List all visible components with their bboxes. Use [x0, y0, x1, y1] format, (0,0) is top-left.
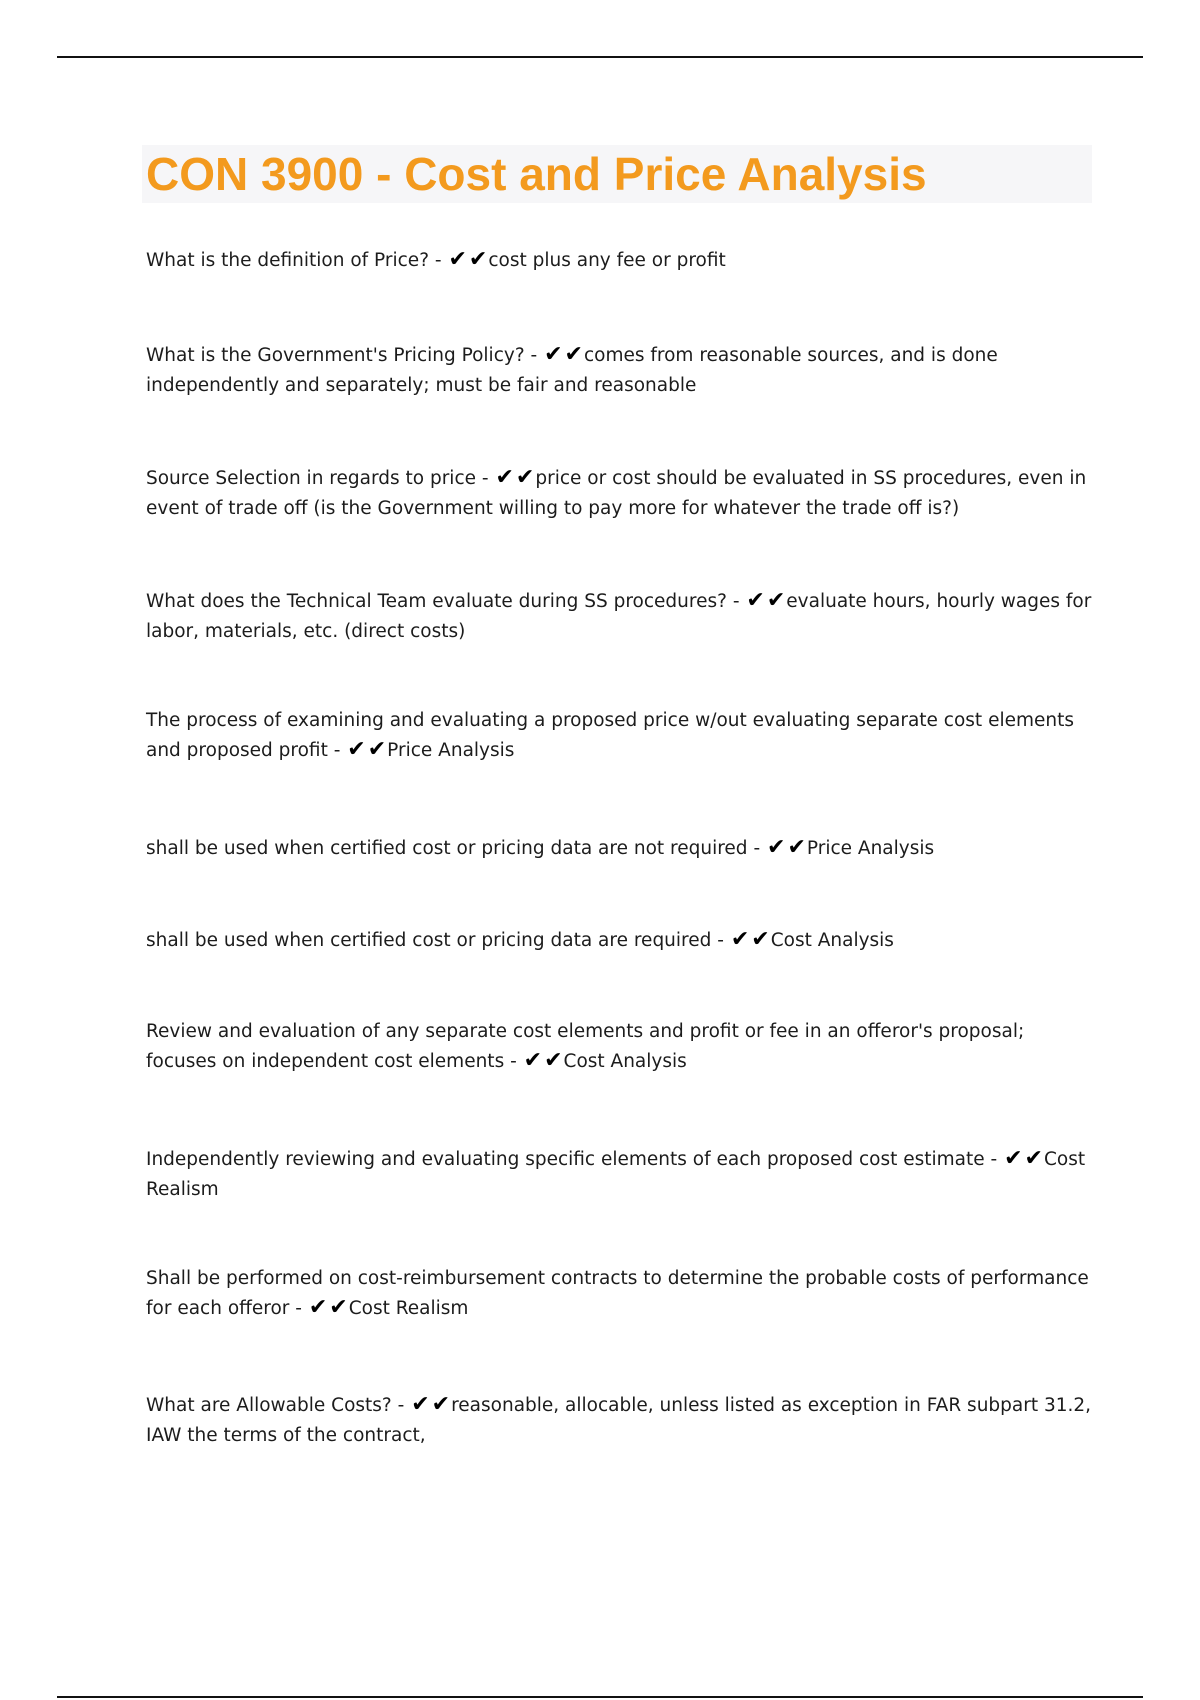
qa-entry-3	[146, 464, 1096, 524]
question: What does the Technical Team evaluate during SS procedures?	[146, 591, 727, 612]
check-icon: ✔	[367, 737, 387, 762]
document-title: CON 3900 - Cost and Price Analysis	[146, 148, 927, 200]
answer: comes from reasonable sources, and is done independently and separately; must be fair and reasonable	[146, 345, 998, 396]
answer: Cost Analysis	[563, 1051, 687, 1072]
question: The process of examining and evaluating a proposed price w/out evaluating separate cost elements and proposed profit	[146, 710, 1074, 761]
check-icon: ✔	[1004, 1146, 1023, 1171]
bottom-rule	[57, 1696, 1143, 1698]
check-icon: ✔	[523, 1048, 543, 1073]
answer: price or cost should be evaluated in SS procedures, even in event of trade off (is the Government willing to pay more for whatever the trade off is?)	[146, 468, 1087, 519]
answer: Price Analysis	[387, 740, 515, 761]
check-icon: ✔	[767, 835, 786, 860]
check-icon: ✔	[766, 588, 786, 613]
separator: -	[530, 345, 538, 366]
check-icon: ✔	[468, 247, 488, 272]
qa-entry-5	[146, 706, 1096, 766]
check-icon: ✔	[495, 465, 514, 490]
check-icon: ✔	[347, 737, 366, 762]
check-icon: ✔	[411, 1392, 430, 1417]
qa-entry-4	[146, 587, 1096, 647]
check-icon: ✔	[544, 1048, 563, 1073]
check-icon: ✔	[746, 588, 765, 613]
separator: -	[510, 1051, 517, 1072]
question: What is the definition of Price?	[146, 250, 430, 271]
question: Independently reviewing and evaluating specific elements of each proposed cost estimate	[146, 1149, 985, 1170]
check-icon: ✔	[564, 342, 583, 367]
check-icon: ✔	[515, 465, 535, 490]
qa-entry-11	[146, 1391, 1096, 1451]
qa-entry-9	[146, 1145, 1096, 1205]
separator: -	[333, 740, 341, 761]
answer: evaluate hours, hourly wages for labor, materials, etc. (direct costs)	[146, 591, 1092, 642]
check-icon: ✔	[1024, 1146, 1043, 1171]
answer: Cost Realism	[348, 1298, 469, 1319]
answer: Price Analysis	[806, 838, 935, 859]
question: shall be used when certified cost or pricing data are not required	[146, 838, 748, 859]
check-icon: ✔	[544, 342, 563, 367]
check-icon: ✔	[431, 1392, 451, 1417]
separator: -	[753, 838, 761, 859]
separator: -	[434, 250, 442, 271]
separator: -	[990, 1149, 998, 1170]
top-rule	[57, 56, 1143, 58]
qa-entry-1	[146, 246, 1096, 276]
answer: cost plus any fee or profit	[488, 250, 726, 271]
question: Review and evaluation of any separate cost elements and profit or fee in an offeror's proposal; focuses on independent cost elements	[146, 1021, 1025, 1072]
separator: -	[397, 1395, 405, 1416]
answer: Cost Realism	[146, 1149, 1086, 1200]
question: Shall be performed on cost-reimbursement contracts to determine the probable costs of performance for each offeror	[146, 1268, 1089, 1319]
question: Source Selection in regards to price	[146, 468, 477, 489]
answer: reasonable, allocable, unless listed as exception in FAR subpart 31.2, IAW the terms of the contract,	[146, 1395, 1092, 1446]
question: What is the Government's Pricing Policy?	[146, 345, 525, 366]
check-icon: ✔	[730, 927, 750, 952]
qa-entry-7	[146, 926, 1096, 956]
qa-entry-10	[146, 1264, 1096, 1324]
check-icon: ✔	[308, 1295, 328, 1320]
check-icon: ✔	[751, 927, 770, 952]
qa-entry-2	[146, 341, 1096, 401]
question: shall be used when certified cost or pricing data are required	[146, 930, 712, 951]
check-icon: ✔	[787, 835, 806, 860]
separator: -	[481, 468, 489, 489]
check-icon: ✔	[329, 1295, 348, 1320]
question: What are Allowable Costs?	[146, 1395, 392, 1416]
separator: -	[295, 1298, 302, 1319]
separator: -	[717, 930, 724, 951]
check-icon: ✔	[448, 247, 467, 272]
qa-entry-6	[146, 834, 1096, 864]
answer: Cost Analysis	[770, 930, 894, 951]
separator: -	[732, 591, 740, 612]
qa-entry-8	[146, 1017, 1096, 1077]
